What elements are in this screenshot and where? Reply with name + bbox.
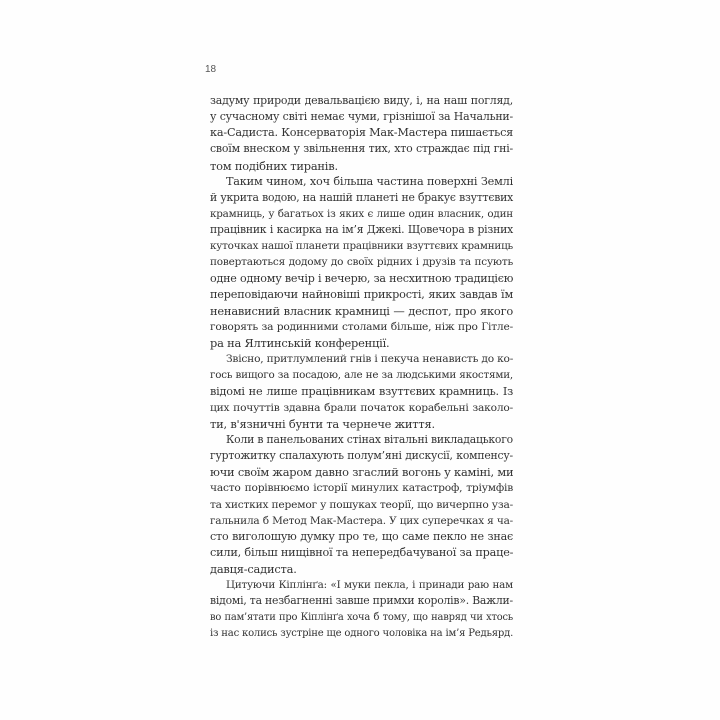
text-line: Звісно, притлумлений гнів і пекуча ненависть до ко- — [226, 352, 514, 366]
text-line: гуртожитку спалахують полум’яні дискусії, компенсу- — [210, 449, 513, 463]
text-line: одне одному вечір і вечерю, за несхитною традицією — [210, 271, 514, 285]
text-line: та хистких перемог у пошуках теорії, що вичерпно уза- — [210, 497, 513, 511]
text-line: Цитуючи Кіплінґа: «І муки пекла, і принади раю нам — [226, 579, 513, 592]
text-line: ючи своїм жаром давно згаслий вогонь у каміні, ми — [210, 465, 514, 480]
text-line: говорять за родинними столами більше, ніж про Гітле- — [210, 319, 513, 333]
text-line: ра на Ялтинській конференції. — [210, 336, 390, 351]
body-text — [210, 93, 513, 642]
text-line: своїм внеском у звільнення тих, хто страждає під гні- — [210, 142, 513, 156]
page-number: 18 — [205, 64, 217, 75]
text-line: давця-садиста. — [210, 562, 297, 577]
text-line: Коли в панельованих стінах вітальні викладацького — [226, 432, 513, 446]
paragraph — [210, 174, 513, 352]
text-line: ти, в'язничні бунти та чернече життя. — [210, 416, 435, 431]
text-line: й укрита водою, на нашій планеті не бракує взуттєвих — [210, 190, 513, 204]
paragraph — [210, 432, 513, 577]
text-line: із нас колись зустріне ще одного чоловіка на ім’я Редьярд. — [210, 627, 514, 639]
text-line: сто виголошую думку про те, що саме пекло не знає — [210, 529, 513, 543]
text-line: гось вищого за посадою, але не за людськими якостями, — [210, 369, 513, 382]
text-line: том подібних тиранів. — [210, 158, 338, 173]
text-line: задуму природи девальвацією виду, і, на наш погляд, — [210, 94, 513, 107]
text-line: переповідаючи найновіші прикрості, яких завдав їм — [210, 287, 513, 301]
paragraph — [210, 577, 513, 642]
paragraph — [210, 351, 513, 432]
text-line: ненависний власник крамниці — деспот, про якого — [210, 303, 513, 318]
text-line: відомі, та незбагненні завше примхи королів». Важли- — [210, 594, 513, 608]
text-line: во пам’ятати про Кіплінґа хоча б тому, що навряд чи хтось — [210, 611, 513, 623]
text-line: крамниць, у багатьох із яких є лише один власник, один — [210, 207, 513, 220]
text-line: часто порівнюємо історії минулих катастроф, тріумфів — [210, 481, 513, 495]
text-line: відомі не лише працівникам взуттєвих крамниць. Із — [210, 384, 513, 398]
text-line: куточках нашої планети працівники взуттєвих крамниць — [210, 240, 513, 253]
text-line: гальнила б Метод Мак-Мастера. У цих суперечках я ча- — [210, 514, 513, 527]
paragraph — [210, 93, 513, 174]
text-line: сили, більш нищівної та непередбачуваної за праце- — [210, 545, 514, 559]
text-line: Таким чином, хоч більша частина поверхні Землі — [226, 174, 513, 188]
text-line: повертаються додому до своїх рідних і друзів та псують — [210, 256, 513, 269]
text-line: цих почуттів здавна брали початок корабельні заколо- — [210, 400, 513, 414]
text-line: працівник і касирка на ім’я Джекі. Щовечора в різних — [210, 223, 513, 237]
text-line: ка-Садиста. Консерваторія Мак-Мастера пишається — [210, 126, 514, 140]
text-line: у сучасному світі немає чуми, грізнішої за Начальни- — [210, 110, 513, 124]
